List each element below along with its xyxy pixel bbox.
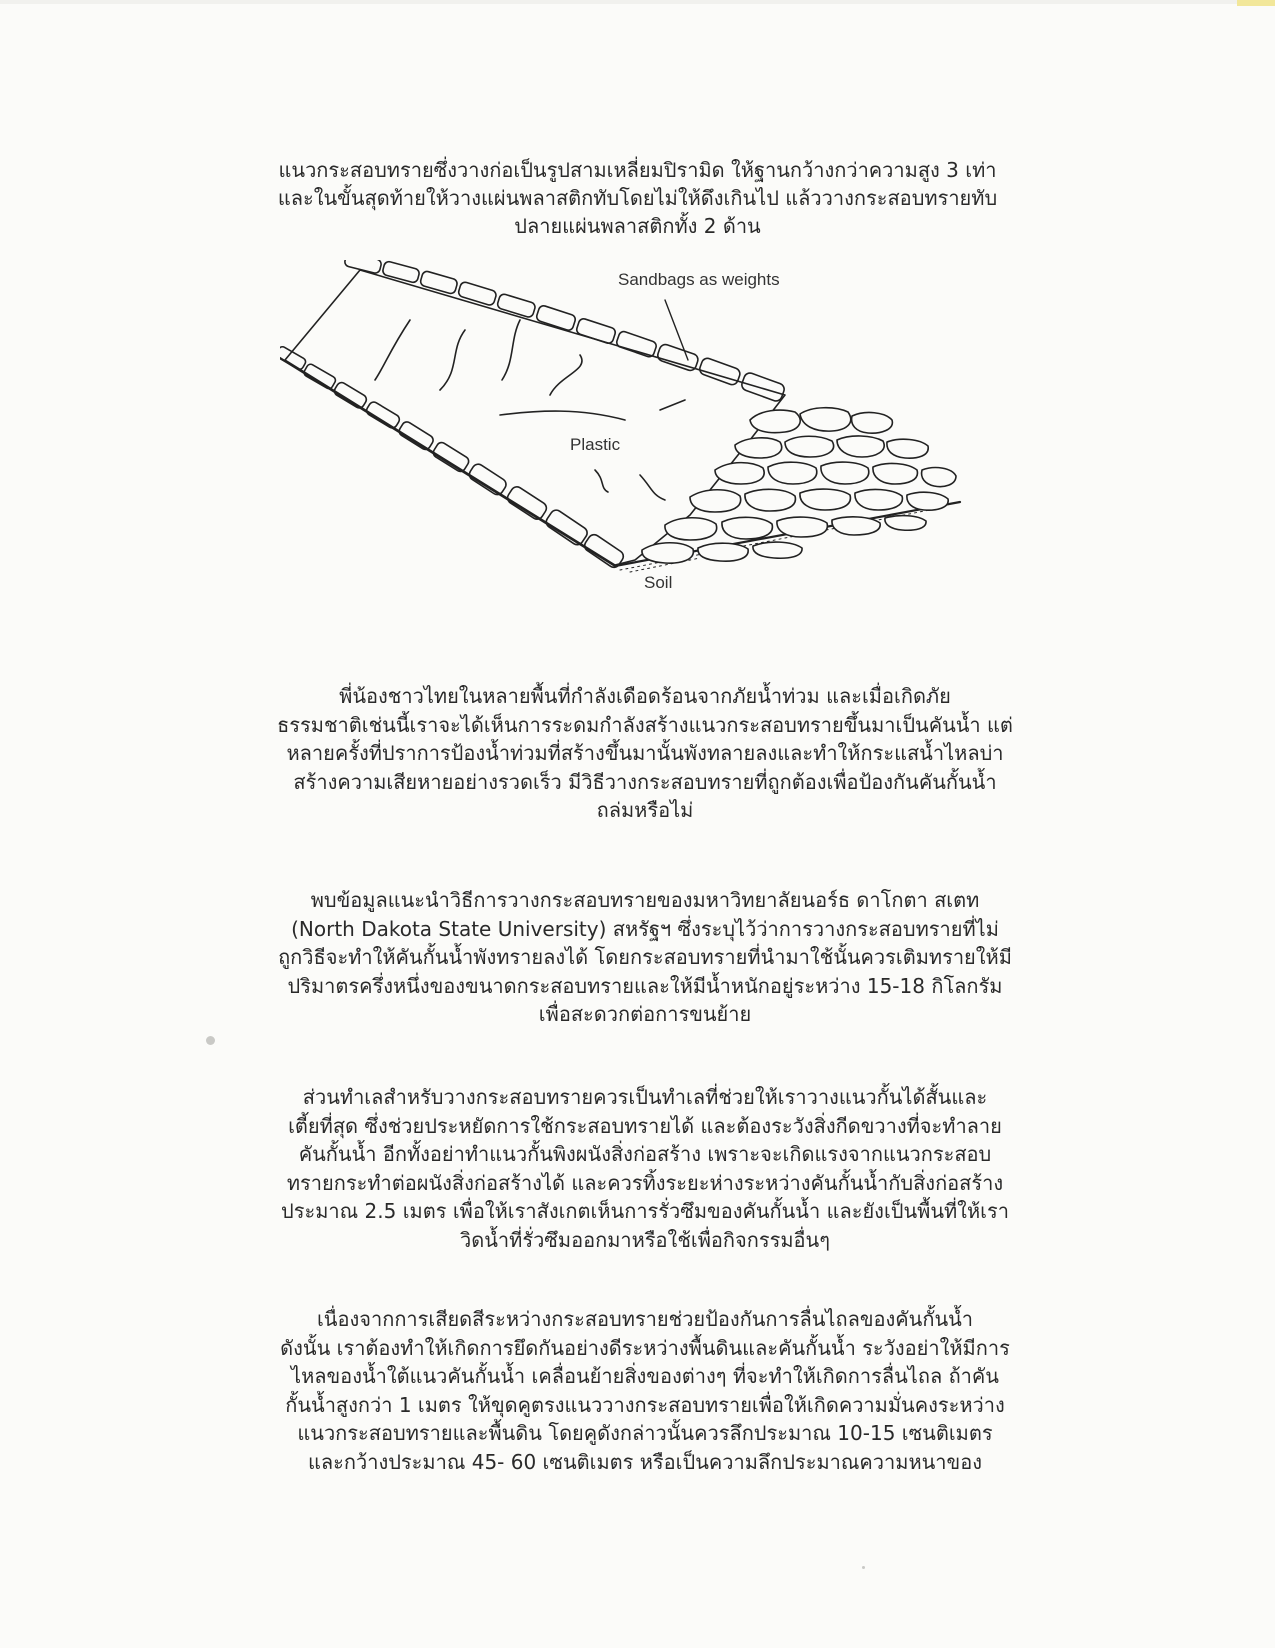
paragraph-line: ถูกวิธีจะทำให้คันกั้นน้ำพังทรายลงได้ โดยกระสอบทรายที่นำมาใช้นั้นควรเติมทรายให้มี (278, 945, 1012, 969)
paragraph-line: เนื่องจากการเสียดสีระหว่างกระสอบทรายช่วยป้องกันการลื่นไถลของคันกั้นน้ำ (316, 1307, 974, 1331)
paragraph-ndsu (230, 886, 1060, 1029)
paragraph-line: กั้นน้ำสูงกว่า 1 เมตร ให้ขุดคูตรงแนววางกระสอบทรายเพื่อให้เกิดความมั่นคงระหว่าง (285, 1392, 1005, 1417)
caption-line: ปลายแผ่นพลาสติกทั้ง 2 ด้าน (514, 214, 761, 238)
label-plastic: Plastic (570, 435, 621, 454)
paragraph-line: เตี้ยที่สุด ซึ่งช่วยประหยัดการใช้กระสอบทรายได้ และต้องระวังสิ่งกีดขวางที่จะทำลาย (288, 1113, 1002, 1138)
paragraph-line: ถล่มหรือไม่ (596, 798, 694, 822)
paragraph-line: พบข้อมูลแนะนำวิธีการวางกระสอบทรายของมหาวิทยาลัยนอร์ธ ดาโกตา สเตท (310, 888, 980, 912)
paragraph-line: เพื่อสะดวกต่อการขนย้าย (538, 1002, 752, 1026)
paragraph-line: ส่วนทำเลสำหรับวางกระสอบทรายควรเป็นทำเลที่ช่วยให้เราวางแนวกั้นได้สั้นและ (302, 1085, 988, 1109)
scan-speck (206, 1036, 215, 1045)
label-sandbags: Sandbags as weights (618, 270, 780, 289)
paragraph-line: หลายครั้งที่ปราการป้องน้ำท่วมที่สร้างขึ้นมานั้นพังทลายลงและทำให้กระแสน้ำไหลบ่า (286, 741, 1004, 765)
figure-caption (215, 156, 1060, 240)
paragraph-friction (230, 1305, 1060, 1476)
caption-line: และในขั้นสุดท้ายให้วางแผ่นพลาสติกทับโดยไม่ให้ดึงเกินไป แล้ววางกระสอบทรายทับ (277, 186, 998, 210)
paragraph-line: สร้างความเสียหายอย่างรวดเร็ว มีวิธีวางกระสอบทรายที่ถูกต้องเพื่อป้องกันคันกั้นน้ำ (293, 769, 997, 794)
paragraph-line: และกว้างประมาณ 45- 60 เซนติเมตร หรือเป็นความลึกประมาณความหนาของ (308, 1449, 982, 1474)
paragraph-line: แนวกระสอบทรายและพื้นดิน โดยคูดังกล่าวนั้นควรลึกประมาณ 10-15 เซนติเมตร (297, 1421, 993, 1445)
paragraph-line: วิดน้ำที่รั่วซึมออกมาหรือใช้เพื่อกิจกรรมอื่นๆ (460, 1227, 830, 1252)
pointer-line (665, 300, 688, 360)
paragraph-line: พี่น้องชาวไทยในหลายพื้นที่กำลังเดือดร้อนจากภัยน้ำท่วม และเมื่อเกิดภัย (339, 684, 951, 708)
scan-corner-mark (1237, 0, 1275, 6)
paragraph-line: (North Dakota State University) สหรัฐฯ ซึ่งระบุไว้ว่าการวางกระสอบทรายที่ไม่ (291, 916, 999, 941)
paragraph-line: ประมาณ 2.5 เมตร เพื่อให้เราสังเกตเห็นการรั่วซึมของคันกั้นน้ำ และยังเป็นพื้นที่ให้เรา (281, 1199, 1009, 1223)
caption-line: แนวกระสอบทรายซึ่งวางก่อเป็นรูปสามเหลี่ยมปิรามิด ให้ฐานกว้างกว่าความสูง 3 เท่า (278, 158, 997, 182)
paragraph-line: คันกั้นน้ำ อีกทั้งอย่าทำแนวกั้นพิงผนังสิ่งก่อสร้าง เพราะจะเกิดแรงจากแนวกระสอบ (298, 1142, 992, 1166)
label-soil: Soil (644, 573, 673, 592)
scan-speck (862, 1566, 865, 1569)
sandbag-levee-illustration (280, 260, 1010, 630)
paragraph-location (230, 1083, 1060, 1254)
scan-top-edge (0, 0, 1275, 4)
paragraph-line: ไหลของน้ำใต้แนวคันกั้นน้ำ เคลื่อนย้ายสิ่งของต่างๆ ที่จะทำให้เกิดการลื่นไถล ถ้าคัน (291, 1364, 999, 1388)
paragraph-line: ธรรมชาติเช่นนี้เราจะได้เห็นการระดมกำลังสร้างแนวกระสอบทรายขึ้นมาเป็นคันน้ำ แต่ (277, 712, 1013, 737)
paragraph-intro (230, 682, 1060, 825)
paragraph-line: ปริมาตรครึ่งหนึ่งของขนาดกระสอบทรายและให้มีน้ำหนักอยู่ระหว่าง 15-18 กิโลกรัม (287, 973, 1003, 998)
paragraph-line: ทรายกระทำต่อผนังสิ่งก่อสร้างได้ และควรทิ้งระยะห่างระหว่างคันกั้นน้ำกับสิ่งก่อสร้าง (286, 1170, 1004, 1195)
paragraph-line: ดังนั้น เราต้องทำให้เกิดการยึดกันอย่างดีระหว่างพื้นดินและคันกั้นน้ำ ระวังอย่าให้มีการ (280, 1335, 1010, 1360)
